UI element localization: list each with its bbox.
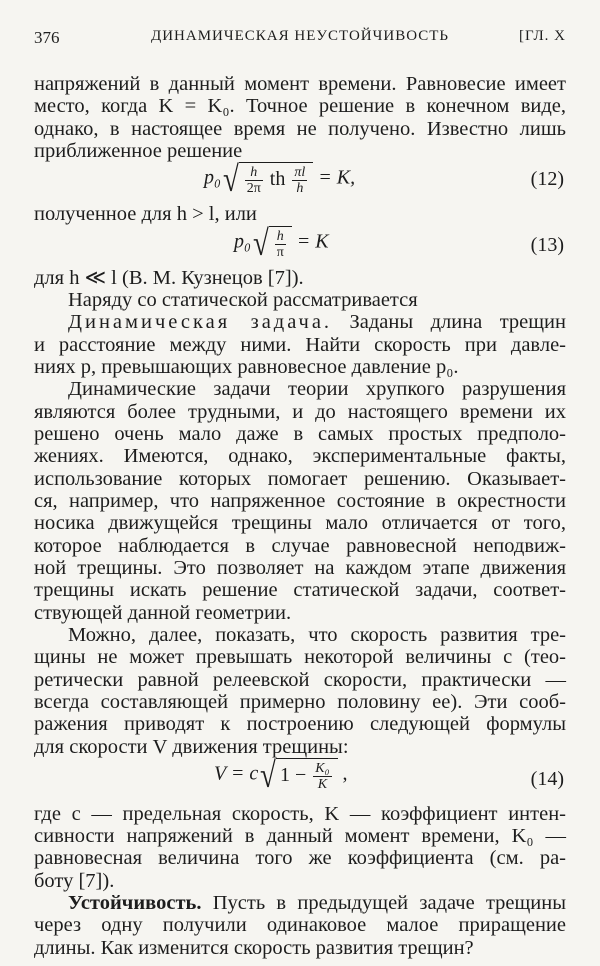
numerator: K₀ xyxy=(315,760,330,776)
eq14-radicand xyxy=(276,758,338,792)
text-span: Заданы длина трещин xyxy=(349,311,566,334)
text-line: которое наблюдается в случае равновесной неподвиж- xyxy=(34,534,566,557)
text-line: для h ≪ l (В. М. Кузнецов [7]). xyxy=(34,266,304,289)
text-line: сивности напряжений в данный момент времени, K₀ — xyxy=(34,824,566,847)
text-line: Можно, далее, показать, что скорость развития тре- xyxy=(68,623,566,646)
text-line: использование которых помогает решению. Оказывает- xyxy=(34,467,566,490)
text-line: решено очень мало даже в самых простых предполо- xyxy=(34,422,566,445)
text-line: всегда составляющей примерно половину ее). Эти сооб- xyxy=(34,690,566,713)
numerator: πl xyxy=(294,165,306,181)
text-line: место, когда K = K₀. Точное решение в конечном виде, xyxy=(34,95,566,118)
text-line: щины не может превышать некоторой величины c (тео- xyxy=(34,646,566,669)
text-line: полученное для h > l, или xyxy=(34,203,257,226)
eq13-p0: p₀ xyxy=(234,230,251,253)
page-number: 376 xyxy=(34,28,60,47)
text-line: ниях p, превышающих равновесное давление p₀. xyxy=(34,355,459,378)
equation-13 xyxy=(34,222,566,265)
denominator: 2π xyxy=(246,181,261,197)
eq12-th: th xyxy=(269,168,286,191)
eq14-lhs: V = c xyxy=(214,762,259,785)
numerator: h xyxy=(275,229,286,245)
eq12-rhs: = K, xyxy=(318,166,356,189)
eq12-frac2 xyxy=(292,165,307,196)
text-line: приближенное решение xyxy=(34,140,243,162)
text-line: однако, в настоящее время не получено. Известно лишь xyxy=(34,117,566,140)
text-line: ной трещины. Это позволяет на каждом этапе движения xyxy=(34,556,566,579)
text-line: через одну получили одинаковое малое приращение xyxy=(34,914,566,937)
eq12-p0: p₀ xyxy=(204,166,221,189)
section-heading: Устойчивость. xyxy=(68,891,202,914)
text-line: трещины искать решение статической задачи, соответ- xyxy=(34,579,566,602)
text-line xyxy=(34,310,566,334)
text-line: равновесная величина того же коэффициента (см. ра- xyxy=(34,847,566,870)
text-line: ся, например, что напряженное состояние в окрестности xyxy=(34,489,566,512)
eq14-one: 1 − xyxy=(280,764,307,787)
text-span: Пусть в предыдущей задаче трещины xyxy=(212,891,566,914)
eq12-frac1 xyxy=(245,165,263,196)
sqrt-sign: √ xyxy=(260,754,277,795)
text-line: боту [7]). xyxy=(34,869,115,892)
numerator: h xyxy=(245,165,263,181)
text-line: напряжений в данный момент времени. Равновесие имеет xyxy=(34,73,566,95)
text-line: где c — предельная скорость, K — коэффициент интен- xyxy=(34,802,566,825)
book-page xyxy=(34,0,566,966)
eq14-frac xyxy=(313,761,331,792)
text-line: для скорости V движения трещины: xyxy=(34,735,349,758)
equation-12 xyxy=(34,161,566,201)
text-line: ретически равной релеевской скорости, практически — xyxy=(34,668,566,691)
text-line: Наряду со статической рассматривается xyxy=(68,288,418,311)
equation-14 xyxy=(34,754,566,801)
eq13-radicand xyxy=(269,226,292,260)
equation-label: (13) xyxy=(530,233,564,256)
sqrt-sign: √ xyxy=(222,159,239,200)
denominator: K xyxy=(317,776,328,792)
text-line xyxy=(34,891,566,915)
text-line: Динамические задачи теории хрупкого разрушения xyxy=(68,378,566,401)
text-line: носика движущейся трещины мало отличается от того, xyxy=(34,512,566,535)
running-title: ДИНАМИЧЕСКАЯ НЕУСТОЙЧИВОСТЬ xyxy=(150,28,450,44)
equation-label: (12) xyxy=(530,168,564,191)
text-line: являются более трудными, и до настоящего времени их xyxy=(34,400,566,423)
denominator: π xyxy=(276,244,284,260)
denominator: h xyxy=(296,181,304,197)
sqrt-sign: √ xyxy=(252,222,269,263)
page-header xyxy=(34,28,566,52)
eq14-comma: , xyxy=(342,762,348,785)
equation-label: (14) xyxy=(530,767,564,790)
text-line: жениях. Имеются, однако, экспериментальные факты, xyxy=(34,445,566,468)
text-line: ствующей данной геометрии. xyxy=(34,601,292,624)
eq13-frac xyxy=(275,229,286,260)
eq12-radicand xyxy=(239,162,314,196)
text-line: ражения приводят к построению следующей формулы xyxy=(34,713,566,736)
text-line: длины. Как изменится скорость развития трещин? xyxy=(34,936,474,959)
chapter-label: [ГЛ. X xyxy=(518,28,566,44)
section-heading: Динамическая задача. xyxy=(68,311,333,334)
text-line: и расстояние между ними. Найти скорость при давле- xyxy=(34,333,566,356)
eq13-rhs: = K xyxy=(296,230,329,253)
